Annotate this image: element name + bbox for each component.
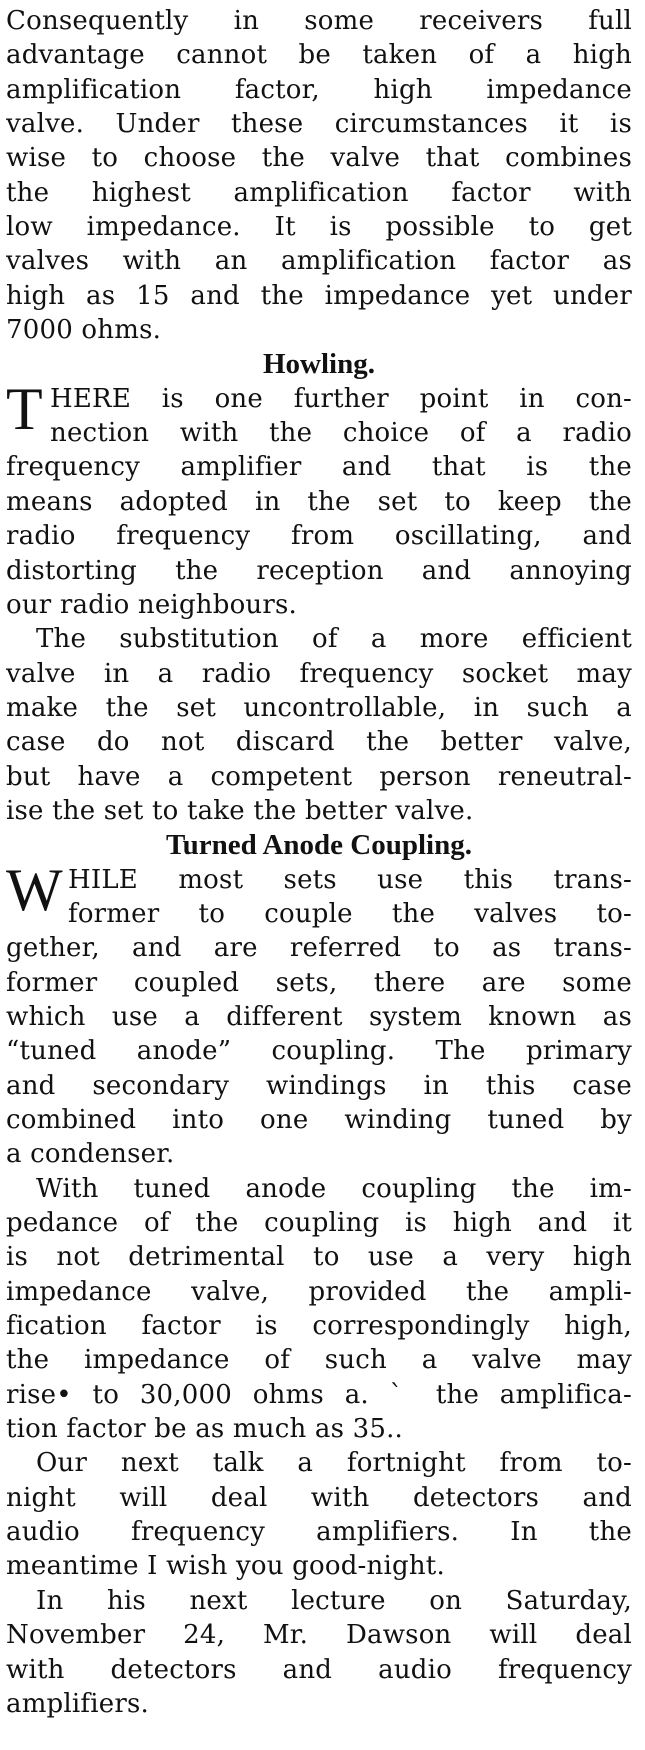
text-line: In his next lecture on Saturday, — [36, 1585, 632, 1616]
paragraph-6 — [6, 1446, 632, 1583]
text-line: the impedance of such a valve may — [6, 1345, 632, 1376]
text-line: impedance valve, provided the ampli- — [6, 1276, 632, 1307]
text-line: case do not discard the better valve, — [6, 727, 632, 758]
text-line: audio frequency amplifiers. In the — [6, 1517, 632, 1548]
section-heading-turned-anode-coupling: Turned Anode Coupling. — [166, 829, 472, 862]
text-line: with detectors and audio frequency — [6, 1654, 632, 1685]
text-line: rise• to 30,000 ohms a. ˋ the amplifica- — [6, 1379, 632, 1410]
text-line: pedance of the coupling is high and it — [6, 1208, 632, 1239]
first-word-caps: HILE — [68, 864, 138, 895]
text-line: tion factor be as much as 35.. — [6, 1414, 404, 1445]
text-line: Our next talk a fortnight from to- — [36, 1448, 632, 1479]
paragraph-2 — [6, 375, 632, 622]
text-line: valves with an amplification factor as — [6, 246, 632, 277]
text-line: high as 15 and the impedance yet under — [6, 280, 632, 311]
text-line: a condenser. — [6, 1139, 175, 1170]
text-line: is not detrimental to use a very high — [6, 1242, 632, 1273]
paragraph-4 — [6, 856, 632, 1172]
text-line: advantage cannot be taken of a high — [6, 40, 632, 71]
text-line: Consequently in some receivers full — [6, 6, 632, 36]
text-line: ise the set to take the better valve. — [6, 795, 474, 826]
text-line: distorting the reception and annoying — [6, 555, 632, 586]
text-line: former coupled sets, there are some — [6, 967, 632, 998]
text-line: 7000 ohms. — [6, 315, 162, 346]
paragraph-3 — [6, 622, 632, 828]
text-line: the highest amplification factor with — [6, 177, 632, 208]
text-line-rest: most sets use this trans- — [138, 864, 632, 895]
text-line: our radio neighbours. — [6, 589, 298, 620]
article-column — [6, 4, 632, 1721]
text-line: which use a different system known as — [6, 1001, 632, 1032]
text-line: former to couple the valves to- — [68, 898, 632, 929]
text-line: make the set uncontrollable, in such a — [6, 692, 632, 723]
text-line: frequency amplifier and that is the — [6, 452, 632, 483]
text-line: gether, and are referred to as trans- — [6, 933, 632, 964]
text-line: fication factor is correspondingly high, — [6, 1311, 632, 1342]
first-word-caps: HERE — [50, 383, 132, 414]
text-line: means adopted in the set to keep the — [6, 486, 632, 517]
text-line: The substitution of a more efficient — [36, 624, 632, 655]
text-line: valve. Under these circumstances it is — [6, 109, 632, 140]
text-line: radio frequency from oscillating, and — [6, 521, 632, 552]
text-line: but have a competent person reneutral- — [6, 761, 632, 792]
text-line: meantime I wish you good-night. — [6, 1551, 445, 1582]
paragraph-7 — [6, 1584, 632, 1721]
text-line: “tuned anode” coupling. The primary — [6, 1036, 632, 1067]
text-line: low impedance. It is possible to get — [6, 212, 632, 243]
paragraph-1 — [6, 4, 632, 347]
text-line: wise to choose the valve that combines — [6, 143, 632, 174]
text-line-rest: is one further point in con- — [131, 383, 632, 414]
text-line: and secondary windings in this case — [6, 1070, 632, 1101]
text-line: combined into one winding tuned by — [6, 1105, 632, 1135]
text-line: amplification factor, high impedance — [6, 74, 632, 105]
text-line: amplifiers. — [6, 1688, 149, 1719]
drop-cap-w: W — [6, 856, 63, 923]
paragraph-5 — [6, 1172, 632, 1447]
drop-cap-t: T — [6, 375, 43, 442]
text-line: night will deal with detectors and — [6, 1482, 632, 1513]
section-heading-howling: Howling. — [263, 348, 375, 381]
text-line: With tuned anode coupling the im- — [36, 1173, 632, 1204]
text-line — [6, 863, 632, 897]
text-line: November 24, Mr. Dawson will deal — [6, 1620, 632, 1651]
text-line — [6, 382, 632, 416]
text-line: nection with the choice of a radio — [50, 418, 632, 449]
text-line: valve in a radio frequency socket may — [6, 658, 632, 689]
